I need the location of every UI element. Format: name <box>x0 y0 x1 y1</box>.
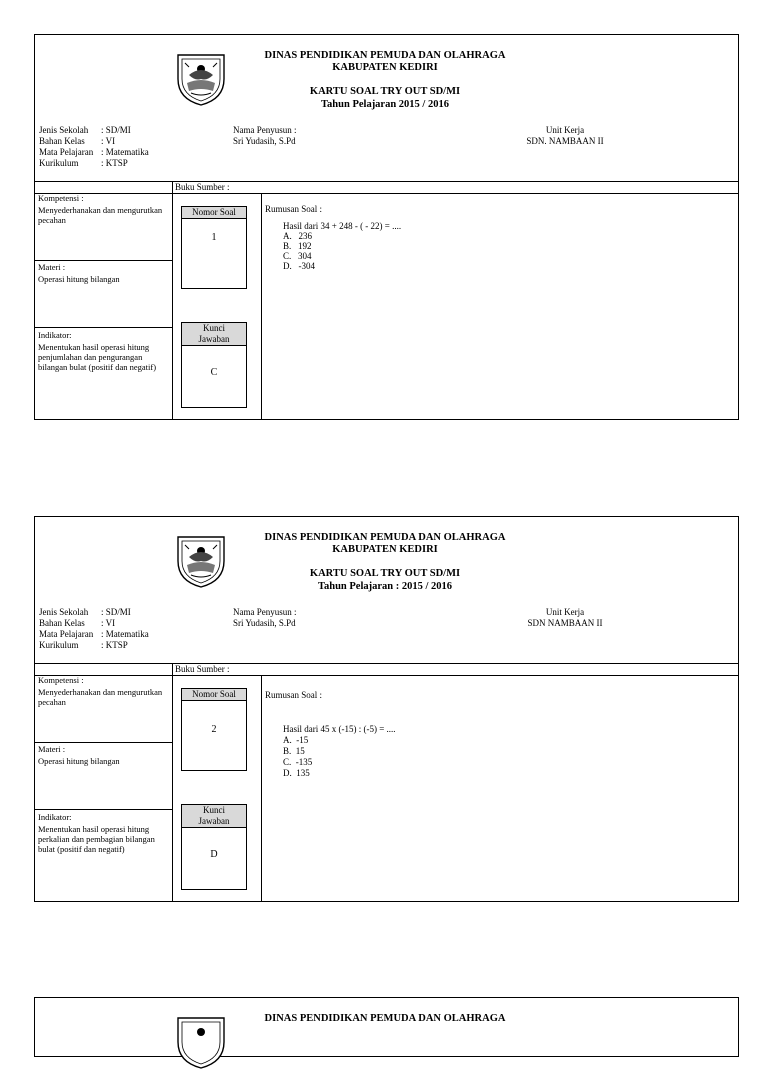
divider <box>35 193 738 194</box>
divider <box>35 742 172 743</box>
value-materi: Operasi hitung bilangan <box>38 756 120 766</box>
label-rumusan-soal: Rumusan Soal : <box>265 204 323 214</box>
label-bahan-kelas: Bahan Kelas <box>39 618 85 628</box>
school-year: Tahun Pelajaran 2015 / 2016 <box>321 99 449 110</box>
divider <box>35 181 738 182</box>
value-kurikulum: : KTSP <box>101 640 128 650</box>
value-unit-kerja: SDN NAMBAAN II <box>527 618 603 628</box>
divider <box>35 260 172 261</box>
nomor-soal-box <box>181 206 247 289</box>
question-card-1 <box>34 34 739 420</box>
column-divider <box>261 193 262 420</box>
label-mata-pelajaran: Mata Pelajaran <box>39 629 94 639</box>
label-unit-kerja: Unit Kerja <box>545 607 585 617</box>
option-c: C. -135 <box>283 757 313 767</box>
divider <box>35 663 738 664</box>
divider <box>35 809 172 810</box>
value-bahan-kelas: : VI <box>101 136 116 146</box>
question-card-2 <box>34 516 739 902</box>
kunci-jawaban-box <box>181 804 247 890</box>
label-kurikulum: Kurikulum <box>39 158 79 168</box>
label-unit-kerja: Unit Kerja <box>545 125 585 135</box>
nomor-soal-label: Nomor Soal <box>182 689 246 701</box>
label-buku-sumber: Buku Sumber : <box>175 182 230 192</box>
column-divider <box>172 181 173 420</box>
value-mata-pelajaran: : Matematika <box>101 629 149 639</box>
card-title: KARTU SOAL TRY OUT SD/MI <box>309 568 461 579</box>
option-d: D. -304 <box>283 261 315 271</box>
value-unit-kerja: SDN. NAMBAAN II <box>526 136 604 146</box>
question-text: Hasil dari 45 x (-15) : (-5) = .... <box>283 724 396 734</box>
agency-title: DINAS PENDIDIKAN PEMUDA DAN OLAHRAGA <box>264 532 506 543</box>
value-kompetensi: Menyederhanakan dan mengurutkan pecahan <box>38 205 163 225</box>
option-c: C. 304 <box>283 251 312 261</box>
value-indikator: Menentukan hasil operasi hitung penjumlahan dan pengurangan bilangan bulat (positif dan negatif) <box>38 342 157 372</box>
column-divider <box>172 663 173 902</box>
label-rumusan-soal: Rumusan Soal : <box>265 690 323 700</box>
option-a: A. -15 <box>283 735 309 745</box>
nomor-soal-value: 1 <box>211 232 217 243</box>
value-penyusun: Sri Yudasih, S.Pd <box>233 136 296 146</box>
value-kurikulum: : KTSP <box>101 158 128 168</box>
value-penyusun: Sri Yudasih, S.Pd <box>233 618 296 628</box>
label-buku-sumber: Buku Sumber : <box>175 664 230 674</box>
option-a: A. 236 <box>283 231 312 241</box>
nomor-soal-label: Nomor Soal <box>182 207 246 219</box>
region-title: KABUPATEN KEDIRI <box>332 62 438 73</box>
label-kompetensi: Kompetensi : <box>38 193 84 203</box>
label-bahan-kelas: Bahan Kelas <box>39 136 85 146</box>
label-jenis-sekolah: Jenis Sekolah <box>39 607 89 617</box>
kunci-jawaban-box <box>181 322 247 408</box>
agency-title: DINAS PENDIDIKAN PEMUDA DAN OLAHRAGA <box>264 1013 506 1024</box>
school-year: Tahun Pelajaran : 2015 / 2016 <box>317 581 453 592</box>
kunci-jawaban-value: C <box>210 367 218 378</box>
option-b: B. 192 <box>283 241 312 251</box>
region-title: KABUPATEN KEDIRI <box>332 544 438 555</box>
card-title: KARTU SOAL TRY OUT SD/MI <box>309 86 461 97</box>
kunci-jawaban-label: Kunci Jawaban <box>182 805 246 828</box>
question-text: Hasil dari 34 + 248 - ( - 22) = .... <box>283 221 402 231</box>
divider <box>35 675 738 676</box>
value-bahan-kelas: : VI <box>101 618 116 628</box>
option-d: D. 135 <box>283 768 310 778</box>
agency-title: DINAS PENDIDIKAN PEMUDA DAN OLAHRAGA <box>264 50 506 61</box>
value-indikator: Menentukan hasil operasi hitung perkalian dan pembagian bilangan bulat (positif dan negatif) <box>38 824 155 854</box>
label-materi: Materi : <box>38 262 66 272</box>
label-kurikulum: Kurikulum <box>39 640 79 650</box>
label-jenis-sekolah: Jenis Sekolah <box>39 125 89 135</box>
kunci-jawaban-value: D <box>210 849 218 860</box>
option-b: B. 15 <box>283 746 305 756</box>
value-jenis-sekolah: : SD/MI <box>101 607 131 617</box>
value-kompetensi: Menyederhanakan dan mengurutkan pecahan <box>38 687 163 707</box>
value-jenis-sekolah: : SD/MI <box>101 125 131 135</box>
divider <box>35 327 172 328</box>
label-nama-penyusun: Nama Penyusun : <box>233 607 297 617</box>
label-indikator: Indikator: <box>38 330 72 340</box>
question-card-3 <box>34 997 739 1057</box>
nomor-soal-box <box>181 688 247 771</box>
nomor-soal-value: 2 <box>211 724 217 735</box>
label-materi: Materi : <box>38 744 66 754</box>
kunci-jawaban-label: Kunci Jawaban <box>182 323 246 346</box>
value-materi: Operasi hitung bilangan <box>38 274 120 284</box>
label-nama-penyusun: Nama Penyusun : <box>233 125 297 135</box>
value-mata-pelajaran: : Matematika <box>101 147 149 157</box>
label-kompetensi: Kompetensi : <box>38 675 84 685</box>
label-indikator: Indikator: <box>38 812 72 822</box>
label-mata-pelajaran: Mata Pelajaran <box>39 147 94 157</box>
column-divider <box>261 675 262 902</box>
